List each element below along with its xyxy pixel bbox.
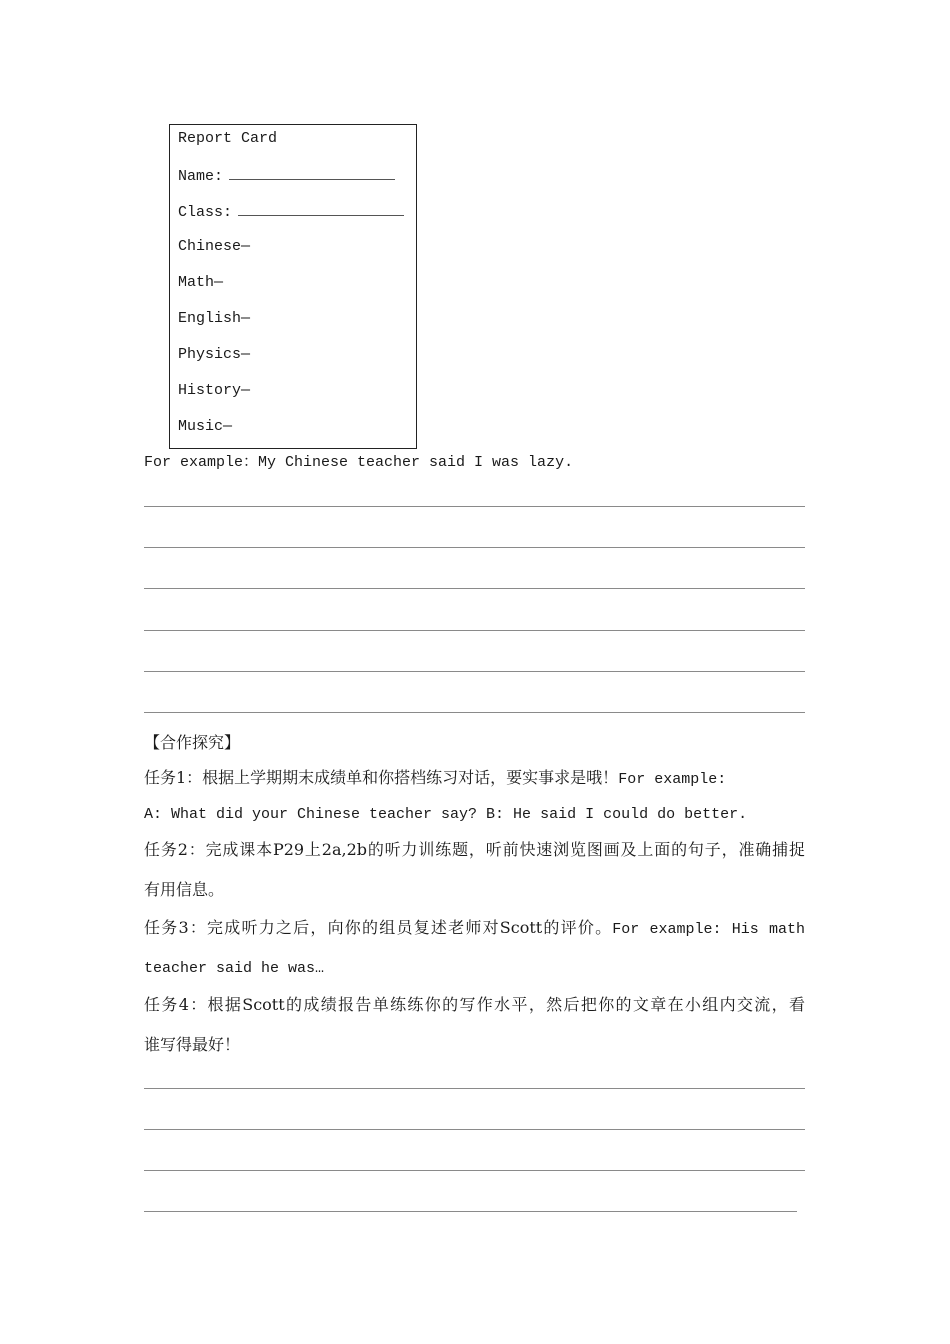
task-1 bbox=[144, 768, 726, 790]
task-3-text: 任务3：完成听力之后，向你的组员复述老师对Scott的评价。 bbox=[144, 918, 613, 937]
task-3-example: For example: His math bbox=[612, 921, 805, 938]
class-field bbox=[178, 202, 404, 222]
subject-english: English— bbox=[178, 310, 251, 327]
task-1-text: 任务1：根据上学期期末成绩单和你搭档练习对话，要实事求是哦！ bbox=[144, 768, 619, 787]
task-4-line-2: 谁写得最好！ bbox=[144, 1035, 241, 1054]
subject-physics: Physics— bbox=[178, 346, 251, 363]
name-label: Name: bbox=[178, 168, 224, 185]
name-blank bbox=[229, 166, 395, 180]
task-2-line-2: 有用信息。 bbox=[144, 880, 225, 899]
writing-line bbox=[144, 506, 805, 507]
task-3-line-1 bbox=[144, 918, 805, 940]
writing-line bbox=[144, 671, 805, 672]
writing-line bbox=[144, 1129, 805, 1130]
report-card-title: Report Card bbox=[178, 130, 278, 147]
example-sentence: For example：My Chinese teacher said I was lazy. bbox=[144, 454, 574, 471]
writing-line bbox=[144, 547, 805, 548]
task-1-example: For example: bbox=[618, 771, 727, 788]
dialogue-example: A: What did your Chinese teacher say? B: He said I could do better. bbox=[144, 806, 748, 823]
subject-chinese: Chinese— bbox=[178, 238, 251, 255]
subject-music: Music— bbox=[178, 418, 233, 435]
writing-line bbox=[144, 1211, 797, 1212]
class-label: Class: bbox=[178, 204, 233, 221]
writing-line bbox=[144, 630, 805, 631]
writing-line bbox=[144, 588, 805, 589]
name-field bbox=[178, 166, 395, 186]
class-blank bbox=[238, 202, 404, 216]
writing-line bbox=[144, 1170, 805, 1171]
subject-history: History— bbox=[178, 382, 251, 399]
task-3-line-2: teacher said he was… bbox=[144, 960, 325, 977]
report-card bbox=[169, 124, 417, 449]
writing-line bbox=[144, 1088, 805, 1089]
section-heading: 【合作探究】 bbox=[144, 733, 241, 752]
task-4-line-1: 任务4：根据Scott的成绩报告单练练你的写作水平，然后把你的文章在小组内交流，看 bbox=[144, 995, 805, 1014]
task-2-line-1: 任务2：完成课本P29上2a,2b的听力训练题，听前快速浏览图画及上面的句子，准确捕捉 bbox=[144, 840, 805, 859]
subject-math: Math— bbox=[178, 274, 224, 291]
writing-line bbox=[144, 712, 805, 713]
